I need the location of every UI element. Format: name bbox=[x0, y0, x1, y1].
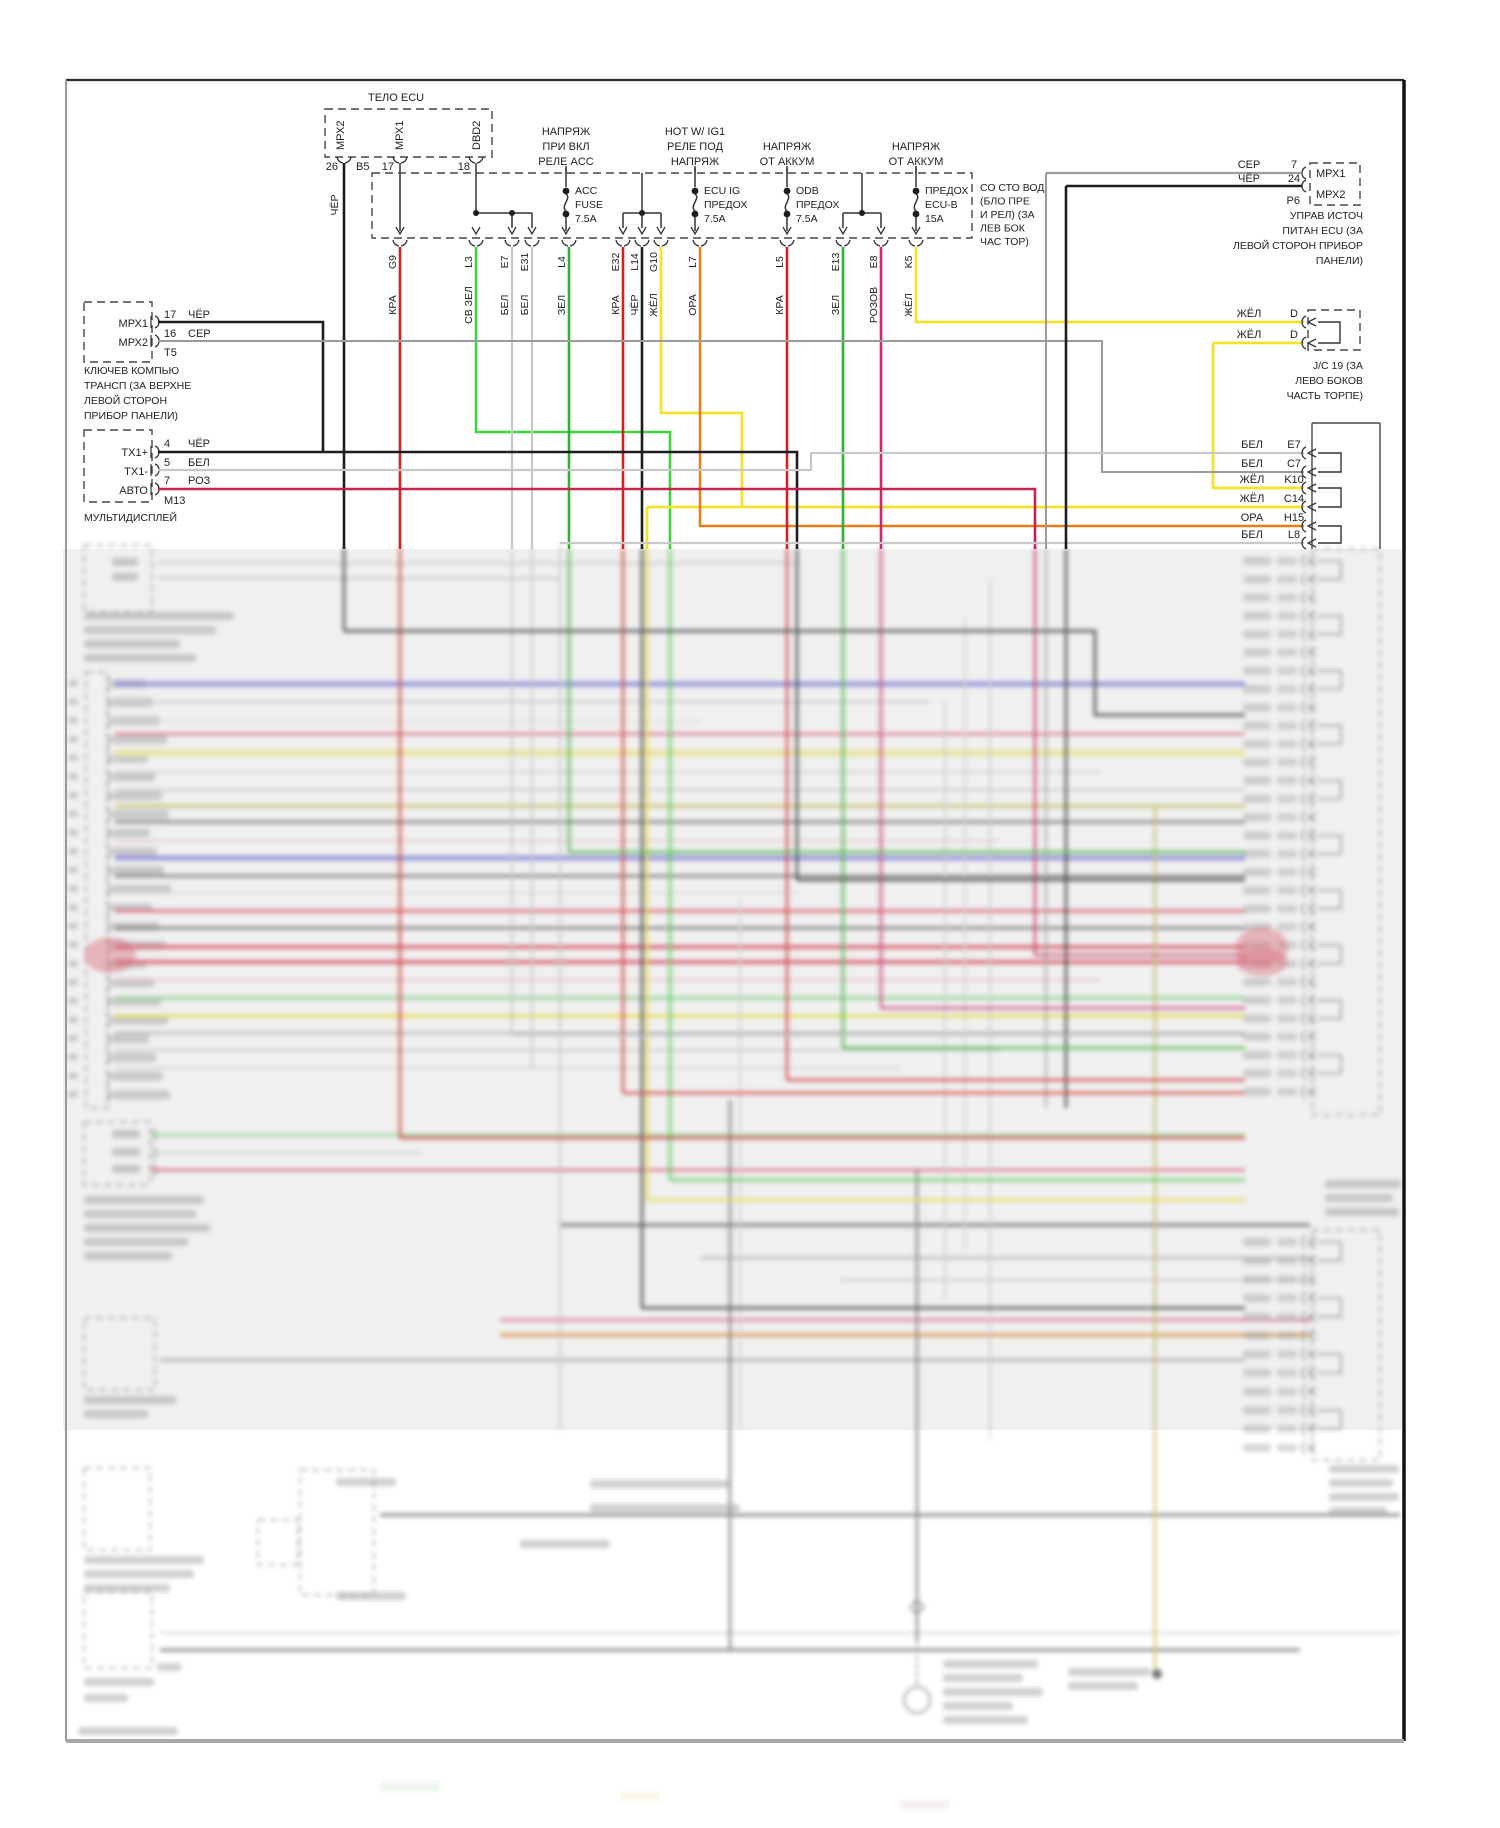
pin-num: 4 bbox=[164, 438, 171, 450]
pin-loops bbox=[1318, 453, 1341, 543]
wire-color-label: ЧЁР bbox=[1237, 173, 1261, 185]
stub-id: E32 bbox=[610, 252, 622, 272]
stub-id: L5 bbox=[774, 256, 786, 268]
blurred-text bbox=[590, 1504, 740, 1512]
blurred-text bbox=[1329, 1479, 1393, 1487]
pin-num: 17 bbox=[381, 161, 394, 173]
connector-caption: ПРИБОР ПАНЕЛИ) bbox=[84, 410, 179, 422]
arrow-down-icon bbox=[877, 227, 885, 234]
connector-caption: КЛЮЧЕВ КОМПЬЮ bbox=[84, 365, 180, 377]
blurred-text bbox=[620, 1792, 660, 1801]
pin-num: C14 bbox=[1283, 493, 1305, 505]
wire-color-label: БЕЛ bbox=[188, 457, 210, 469]
stub-id: G9 bbox=[387, 254, 399, 270]
blurred-text bbox=[1068, 1668, 1150, 1676]
fuse-label: ПРЕДОХ bbox=[796, 199, 840, 211]
blurred-text bbox=[520, 1540, 610, 1548]
connector-caption: J/C 19 (ЗА bbox=[1312, 360, 1363, 372]
blurred-connector-box bbox=[84, 1468, 150, 1550]
pin-mpx2: МРХ2 bbox=[335, 120, 347, 150]
blurred-text bbox=[943, 1660, 1038, 1668]
pin-stub bbox=[393, 240, 407, 246]
stub-color: КРА bbox=[774, 295, 786, 315]
fuse-icon bbox=[914, 194, 917, 211]
stub-color: СВ ЗЕЛ bbox=[463, 286, 475, 324]
power-source-label: ОТ АККУМ bbox=[888, 156, 944, 168]
key-computer-box bbox=[84, 302, 152, 362]
arrow-down-icon bbox=[508, 227, 516, 234]
fuse-label: 7.5A bbox=[704, 213, 726, 225]
pin-stub bbox=[654, 240, 668, 246]
pin-stub bbox=[909, 240, 923, 246]
connector-tag: Т5 bbox=[164, 347, 177, 359]
pin-dbd2: DBD2 bbox=[471, 120, 483, 150]
pin-num: D bbox=[1290, 329, 1298, 341]
fuse-label: 15A bbox=[925, 213, 944, 225]
blurred-text bbox=[590, 1480, 730, 1488]
fuse-icon bbox=[564, 194, 567, 211]
pin-label: МРХ1 bbox=[1316, 168, 1346, 180]
pin-label: ТХ1- bbox=[124, 466, 148, 478]
blurred-text bbox=[943, 1702, 1013, 1710]
wire bbox=[158, 489, 1035, 549]
bus-note: (БЛО ПРЕ bbox=[980, 195, 1030, 208]
blurred-connector-box bbox=[84, 1592, 152, 1668]
connector-caption: ЛЕВОЙ СТОРОН bbox=[84, 395, 168, 407]
power-source-label: ОТ АККУМ bbox=[759, 156, 815, 168]
power-source-label: HOT W/ IG1 bbox=[664, 126, 726, 138]
pin-stub bbox=[525, 240, 539, 246]
pin-stub bbox=[337, 157, 351, 163]
stub-id: L7 bbox=[687, 256, 699, 268]
pin-num: C7 bbox=[1286, 458, 1302, 470]
blur-wash-overlay bbox=[63, 549, 1403, 1430]
blurred-text bbox=[84, 1694, 128, 1702]
pin-num: 7 bbox=[164, 475, 171, 487]
blurred-text bbox=[1329, 1507, 1387, 1515]
power-source-label: НАПРЯЖ bbox=[670, 156, 720, 168]
stub-id: L4 bbox=[556, 256, 568, 268]
blurred-text bbox=[1068, 1682, 1138, 1690]
power-bus-box bbox=[372, 173, 972, 238]
bus-note: СО СТО ВОД bbox=[980, 182, 1045, 194]
wire-color-label: ЖЁЛ bbox=[1236, 308, 1262, 320]
wire-color-label: СЕР bbox=[188, 328, 211, 340]
wire-color-label: БЕЛ bbox=[1241, 529, 1263, 541]
blurred-text bbox=[900, 1800, 950, 1809]
fuse-icon bbox=[785, 194, 788, 211]
wire-color-label: ЖЁЛ bbox=[1236, 329, 1262, 341]
pin-stub bbox=[1302, 180, 1306, 192]
wire-color-label: ЖЁЛ bbox=[1239, 493, 1265, 505]
fuse-label: FUSE bbox=[575, 199, 604, 211]
wire-color-label: БЕЛ bbox=[1241, 439, 1263, 451]
stub-id: L14 bbox=[629, 253, 641, 271]
power-source-label: РЕЛЕ ПОД bbox=[667, 141, 723, 153]
pin-label: ТХ1+ bbox=[121, 447, 148, 459]
pin-num: 17 bbox=[164, 309, 177, 321]
pin-num: H15 bbox=[1283, 512, 1305, 524]
blurred-text bbox=[1329, 1493, 1399, 1501]
blurred-text bbox=[380, 1782, 440, 1791]
stub-color: ОРА bbox=[687, 294, 699, 316]
stub-color: ЗЕЛ bbox=[830, 294, 842, 316]
pin-num: K10 bbox=[1284, 474, 1304, 486]
connector-caption: ЛЕВО БОКОВ bbox=[1295, 375, 1363, 387]
arrow-down-icon bbox=[839, 227, 847, 234]
stub-id: E7 bbox=[499, 255, 511, 269]
connector-caption: ПИТАН ECU (ЗА bbox=[1282, 225, 1363, 237]
wire-color-label: ЧЁР bbox=[329, 194, 341, 216]
pin-stub bbox=[616, 240, 630, 246]
fuse-label: 7.5A bbox=[575, 213, 597, 225]
power-source-label: РЕЛЕ ACC bbox=[538, 156, 594, 168]
stub-id: G10 bbox=[648, 252, 660, 272]
stub-color: БЕЛ bbox=[519, 294, 531, 316]
junction-dot bbox=[859, 210, 865, 216]
junction-dot bbox=[473, 210, 479, 216]
junction-dot bbox=[1152, 1669, 1162, 1679]
jc-box bbox=[1308, 310, 1360, 350]
power-source-label: ПРИ ВКЛ bbox=[542, 141, 590, 153]
fuse-label: ODB bbox=[796, 185, 819, 197]
connector-tag: P6 bbox=[1286, 195, 1300, 207]
power-source-label: НАПРЯЖ bbox=[891, 141, 941, 153]
pin-stub bbox=[874, 240, 888, 246]
blurred-connector-box bbox=[258, 1520, 298, 1565]
blurred-text bbox=[84, 1570, 194, 1578]
stub-color: ЧЁР bbox=[629, 294, 641, 316]
pin-stub bbox=[780, 240, 794, 246]
stub-color: РОЗОВ bbox=[868, 286, 880, 324]
blurred-text bbox=[1243, 1444, 1271, 1452]
pin-mpx1: МРХ1 bbox=[394, 120, 406, 150]
fuse-label: ПРЕДОХ bbox=[925, 185, 969, 197]
pin-label: АВТО bbox=[119, 485, 148, 497]
blurred-text bbox=[943, 1688, 1043, 1696]
bus-note: ЧАС ТОР) bbox=[980, 236, 1029, 248]
wire-color-label: ЧЁР bbox=[188, 309, 211, 321]
arrow-down-icon bbox=[528, 227, 536, 234]
power-source-label: НАПРЯЖ bbox=[541, 126, 591, 138]
wire bbox=[158, 453, 1304, 470]
blurred-text bbox=[78, 1727, 178, 1735]
connector-caption: ПАНЕЛИ) bbox=[1315, 255, 1363, 267]
pin-label: МРХ1 bbox=[118, 318, 148, 330]
wire-color-label: ОРА bbox=[1240, 512, 1264, 524]
blurred-text bbox=[1277, 1444, 1297, 1452]
connector-caption: ТРАНСП (ЗА ВЕРХНЕ bbox=[84, 380, 192, 392]
power-source-label: НАПРЯЖ bbox=[762, 141, 812, 153]
body-ecu-title: ТЕЛО ECU bbox=[368, 92, 425, 104]
stub-color: КРА bbox=[387, 295, 399, 315]
pin-stub bbox=[1302, 167, 1306, 179]
fuse-icon bbox=[693, 194, 696, 211]
fuse-label: 7.5A bbox=[796, 213, 818, 225]
stub-color: ЖЁЛ bbox=[648, 293, 660, 317]
fuse-label: ПРЕДОХ bbox=[704, 199, 748, 211]
connector-caption: МУЛЬТИДИСПЛЕЙ bbox=[84, 512, 177, 524]
pin-stub bbox=[635, 240, 649, 246]
blurred-text bbox=[84, 1556, 204, 1564]
stub-color: ЗЕЛ bbox=[556, 294, 568, 316]
stub-color: ЖЁЛ bbox=[903, 293, 915, 317]
wire-color-label: ЧЁР bbox=[188, 438, 211, 450]
fuse-label: ECU-B bbox=[925, 199, 958, 211]
pin-stub bbox=[693, 240, 707, 246]
pin-stub bbox=[469, 157, 483, 163]
pin-stub bbox=[469, 240, 483, 246]
blurred-connector-box bbox=[300, 1470, 374, 1595]
pin-num: D bbox=[1290, 308, 1298, 320]
wire bbox=[661, 247, 742, 507]
blurred-text bbox=[943, 1716, 1028, 1724]
blurred-text bbox=[1329, 1465, 1399, 1473]
connector-caption: ЛЕВОЙ СТОРОН ПРИБОР bbox=[1232, 240, 1363, 252]
wire-color-label: СЕР bbox=[1237, 159, 1261, 171]
stub-id: E31 bbox=[519, 252, 531, 272]
blurred-text bbox=[84, 1584, 170, 1592]
blurred-text bbox=[336, 1592, 406, 1600]
stub-id: E13 bbox=[830, 252, 842, 272]
fuse-label: ECU IG bbox=[704, 185, 741, 197]
stub-color: КРА bbox=[610, 295, 622, 315]
blurred-text bbox=[84, 1678, 154, 1686]
pin-stub bbox=[836, 240, 850, 246]
connector-caption: ЧАСТЬ ТОРПЕ) bbox=[1286, 390, 1363, 402]
blurred-text bbox=[336, 1478, 396, 1486]
connector-caption: УПРАВ ИСТОЧ bbox=[1289, 210, 1363, 222]
pin-stub bbox=[562, 240, 576, 246]
blurred-text bbox=[943, 1674, 1023, 1682]
pin-num: 18 bbox=[457, 161, 470, 173]
wire-color-label: РОЗ bbox=[188, 475, 211, 487]
fuse-label: ACC bbox=[575, 185, 598, 197]
pin-stub bbox=[393, 157, 407, 163]
arrow-left-icon bbox=[1308, 339, 1316, 347]
pin-stub bbox=[505, 240, 519, 246]
body-ecu-box bbox=[325, 109, 492, 157]
wire-color-label: БЕЛ bbox=[1241, 458, 1263, 470]
bus-note: И РЕЛ) (ЗА bbox=[980, 209, 1035, 221]
pin-num: L8 bbox=[1287, 529, 1301, 541]
pin-num: 7 bbox=[1290, 159, 1298, 171]
pin-num: E7 bbox=[1287, 439, 1301, 451]
ground-symbol bbox=[904, 1687, 930, 1713]
pin-num: 24 bbox=[1287, 173, 1301, 185]
pin-num: 5 bbox=[164, 457, 171, 469]
stub-id: L3 bbox=[463, 256, 475, 268]
pin-label: МРХ2 bbox=[1316, 189, 1346, 201]
arrow-left-icon bbox=[1308, 318, 1316, 326]
blurred-text bbox=[157, 1663, 181, 1671]
pin-num: 16 bbox=[164, 328, 177, 340]
pin-num: 26 bbox=[325, 161, 338, 173]
arrow-down-icon bbox=[638, 227, 646, 234]
stub-color: БЕЛ bbox=[499, 294, 511, 316]
pin-num: B5 bbox=[356, 161, 370, 173]
connector-tag: М13 bbox=[164, 495, 186, 507]
wire-color-label: ЖЁЛ bbox=[1239, 474, 1265, 486]
arrow-down-icon bbox=[619, 227, 627, 234]
bus-note: ЛЕВ БОК bbox=[980, 222, 1025, 235]
pin-label: МРХ2 bbox=[118, 337, 148, 349]
stub-id: K5 bbox=[903, 255, 915, 269]
arrow-down-icon bbox=[657, 227, 665, 234]
arrow-down-icon bbox=[472, 227, 480, 234]
stub-id: E8 bbox=[868, 255, 880, 269]
jc-loop bbox=[1318, 322, 1340, 343]
